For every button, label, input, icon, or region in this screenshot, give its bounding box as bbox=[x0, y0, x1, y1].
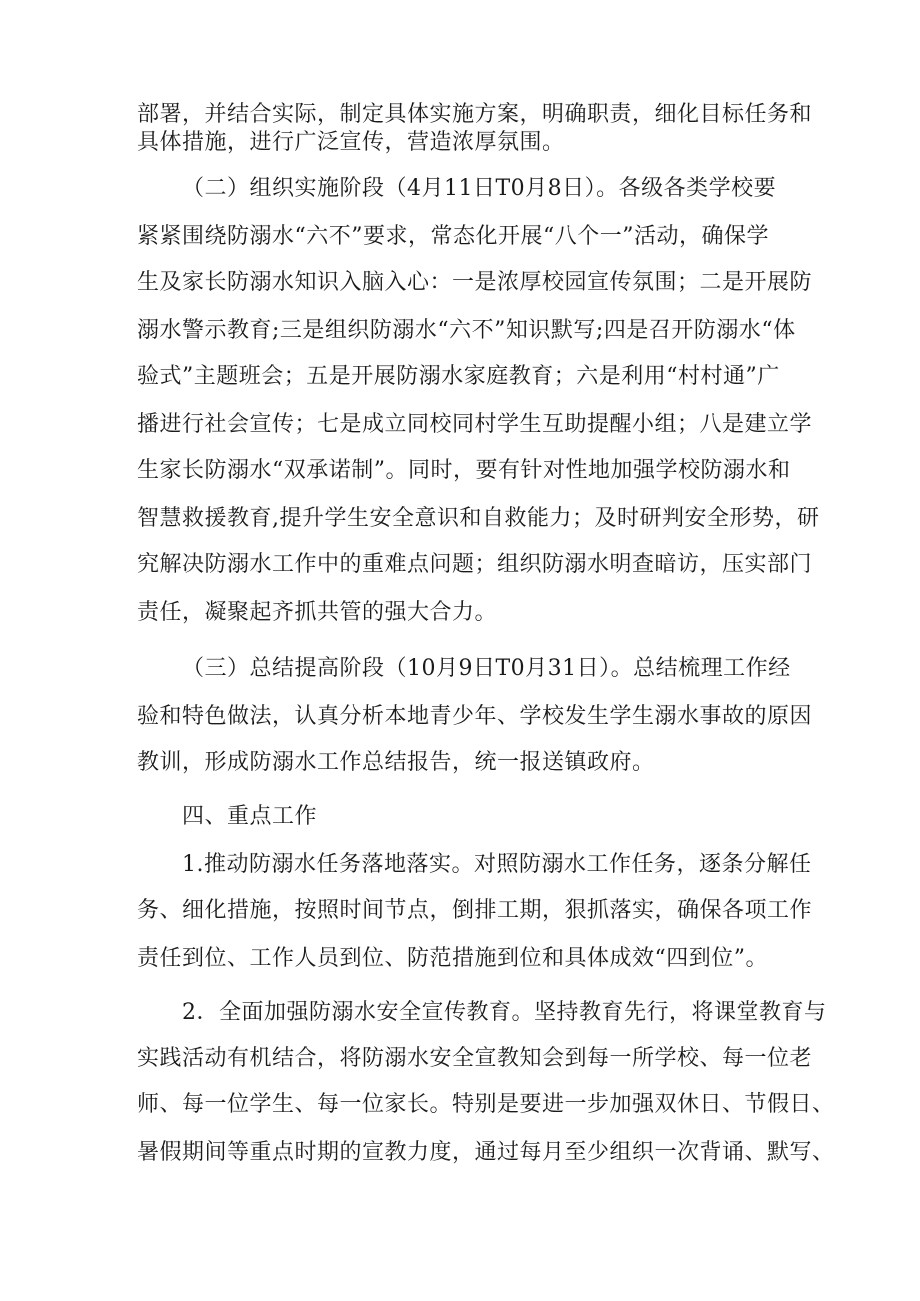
text-line: 1.推动防溺水任务落地落实。对照防溺水工作任务，逐条分解任 bbox=[182, 852, 812, 877]
text-line: 暑假期间等重点时期的宣教力度，通过每月至少组织一次背诵、默写、 bbox=[137, 1140, 835, 1165]
text-line: 验和特色做法，认真分析本地青少年、学校发生学生溺水事故的原因 bbox=[137, 704, 813, 729]
text-line: 实践活动有机结合，将防溺水安全宣教知会到每一所学校、每一位老 bbox=[137, 1046, 813, 1071]
text-line: 播进行社会宣传；七是成立同校同村学生互助提醒小组；八是建立学 bbox=[137, 412, 813, 437]
text-line: 责任到位、工作人员到位、防范措施到位和具体成效“四到位”。 bbox=[137, 946, 768, 971]
text-line: 溺水警示教育;三是组织防溺水“六不”知识默写;四是召开防溺水“体 bbox=[137, 318, 796, 343]
text-line: 教训，形成防溺水工作总结报告，统一报送镇政府。 bbox=[137, 750, 655, 775]
text-line: 2．全面加强防溺水安全宣传教育。坚持教育先行，将课堂教育与 bbox=[182, 1000, 827, 1025]
text-line: 生及家长防溺水知识入脑入心：一是浓厚校园宣传氛围；二是开展防 bbox=[137, 270, 813, 295]
text-line: 具体措施，进行广泛宣传，营造浓厚氛围。 bbox=[137, 130, 565, 155]
section-heading: 四、重点工作 bbox=[182, 804, 318, 829]
text-line: 智慧救援教育,提升学生安全意识和自救能力；及时研判安全形势，研 bbox=[137, 506, 820, 531]
text-line: 师、每一位学生、每一位家长。特别是要进一步加强双休日、节假日、 bbox=[137, 1092, 835, 1117]
text-line: 务、细化措施，按照时间节点，倒排工期，狠抓落实，确保各项工作 bbox=[137, 898, 813, 923]
text-line: 部署，并结合实际，制定具体实施方案，明确职责，细化目标任务和 bbox=[137, 102, 813, 127]
text-line: 生家长防溺水“双承诺制”。同时，要有针对性地加强学校防溺水和 bbox=[137, 458, 791, 483]
text-line: 紧紧围绕防溺水“六不”要求，常态化开展“八个一”活动，确保学 bbox=[137, 224, 769, 249]
section-heading: （三）总结提高阶段（10月9日T0月31日）。总结梳理工作经 bbox=[182, 656, 791, 681]
text-line: 究解决防溺水工作中的重难点问题；组织防溺水明查暗访，压实部门 bbox=[137, 552, 813, 577]
text-line: 责任，凝聚起齐抓共管的强大合力。 bbox=[137, 600, 498, 625]
section-heading: （二）组织实施阶段（4月11日T0月8日）。各级各类学校要 bbox=[182, 176, 777, 201]
text-line: 验式”主题班会；五是开展防溺水家庭教育；六是利用“村村通”广 bbox=[137, 364, 780, 389]
